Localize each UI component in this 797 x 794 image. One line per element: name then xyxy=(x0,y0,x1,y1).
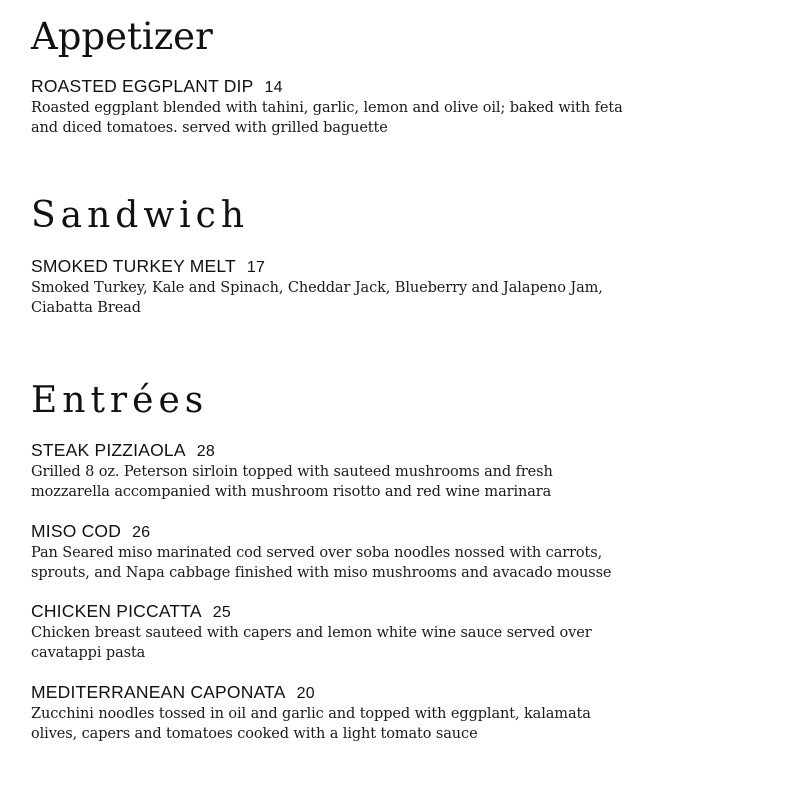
menu-item-description: Grilled 8 oz. Peterson sirloin topped with sauteed mushrooms and fresh mozzarella accompanied with mushroom risotto and red wine marinara xyxy=(31,464,553,500)
menu-item-price: 25 xyxy=(212,604,231,621)
menu-item-description: Zucchini noodles tossed in oil and garlic and topped with eggplant, kalamata olives, capers and tomatoes cooked with a light tomato sauce xyxy=(31,706,591,742)
menu-item-mediterranean-caponata xyxy=(31,682,771,744)
menu-item-roasted-eggplant-dip xyxy=(31,76,771,138)
menu-item-description: Pan Seared miso marinated cod served over soba noodles nossed with carrots, sprouts, and Napa cabbage finished with miso mushrooms and avacado mousse xyxy=(31,545,612,581)
menu-item-name: SMOKED TURKEY MELT xyxy=(31,256,236,276)
menu-item-name: CHICKEN PICCATTA xyxy=(31,601,202,621)
menu-item-price: 26 xyxy=(132,524,151,541)
menu-item-price: 20 xyxy=(296,685,315,702)
menu-item-price: 14 xyxy=(264,79,283,96)
menu-item-description: Roasted eggplant blended with tahini, garlic, lemon and olive oil; baked with feta and diced tomatoes. served with grilled baguette xyxy=(31,100,623,136)
menu-item-steak-pizziaola xyxy=(31,440,771,502)
menu-item-header xyxy=(31,601,771,623)
menu-item-name: STEAK PIZZIAOLA xyxy=(31,440,186,460)
menu-item-header xyxy=(31,521,771,543)
menu-item-price: 28 xyxy=(196,443,215,460)
menu-item-header xyxy=(31,76,771,98)
menu-item-price: 17 xyxy=(246,259,266,276)
menu-item-name: MISO COD xyxy=(31,521,122,541)
menu-item-description: Smoked Turkey, Kale and Spinach, Cheddar Jack, Blueberry and Jalapeno Jam, Ciabatta Bread xyxy=(31,280,603,316)
section-title-entrees: Entrées xyxy=(31,380,209,421)
section-title-sandwich: Sandwich xyxy=(31,195,250,236)
menu-item-header xyxy=(31,682,771,704)
menu-item-smoked-turkey-melt xyxy=(31,256,771,318)
menu-item-miso-cod xyxy=(31,521,771,583)
menu-item-chicken-piccatta xyxy=(31,601,771,663)
menu-item-name: ROASTED EGGPLANT DIP xyxy=(31,76,254,96)
menu-item-name: MEDITERRANEAN CAPONATA xyxy=(31,682,286,702)
menu-item-description: Chicken breast sauteed with capers and lemon white wine sauce served over cavatappi pasta xyxy=(31,625,592,661)
section-title-appetizer: Appetizer xyxy=(31,15,213,58)
menu-item-header xyxy=(31,256,771,278)
menu-item-header xyxy=(31,440,771,462)
